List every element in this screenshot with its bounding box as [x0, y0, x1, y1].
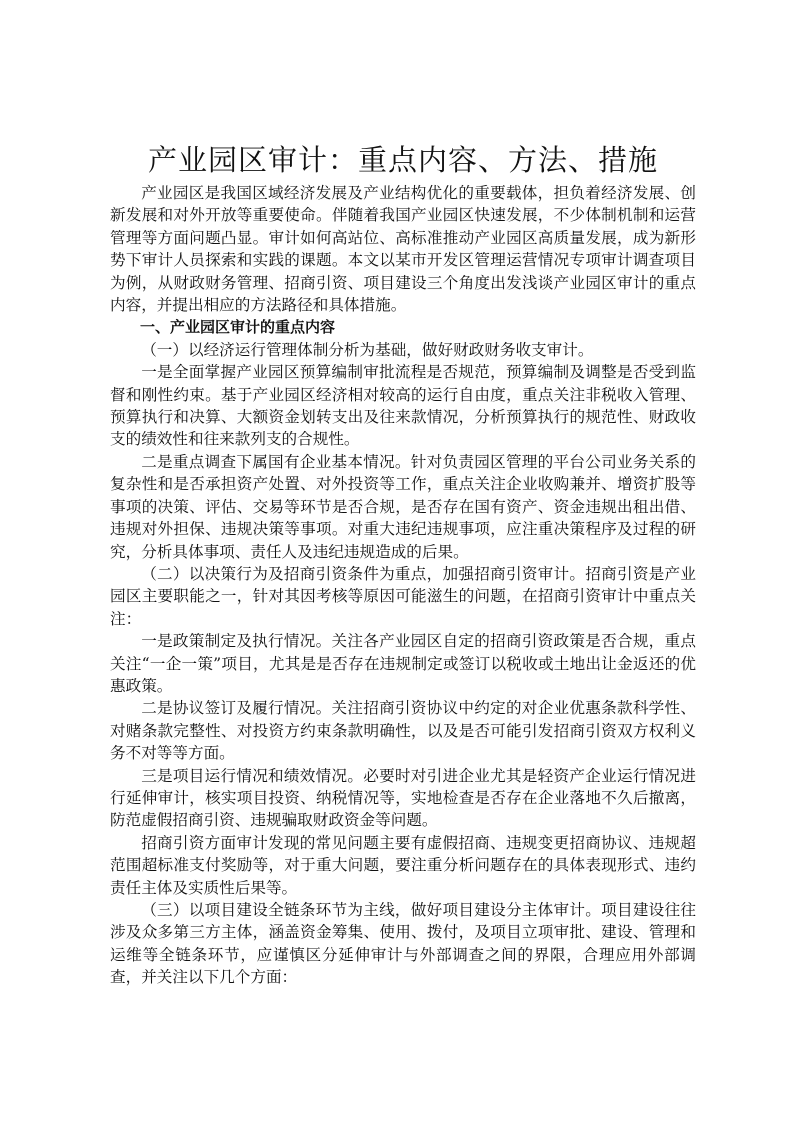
- paragraph-intro: 产业园区是我国区域经济发展及产业结构优化的重要载体，担负着经济发展、创新发展和对外开放等重要使命。伴随着我国产业园区快速发展，不少体制机制和运营管理等方面问题凸显。审计如何高站位、高标准推动产业园区高质量发展，成为新形势下审计人员探索和实践的课题。本文以某市开发区管理运营情况专项审计调查项目为例，从财政财务管理、招商引资、项目建设三个角度出发浅谈产业园区审计的重点内容，并提出相应的方法路径和具体措施。: [110, 184, 696, 315]
- subsection-heading-3: （三）以项目建设全链条环节为主线，做好项目建设分主体审计。项目建设往往涉及众多第三方主体，涵盖资金筹集、使用、拨付，及项目立项审批、建设、管理和运维等全链条环节，应谨慎区分延伸审计与外部调查之间的界限，合理应用外部调查，并关注以下几个方面：: [110, 901, 696, 987]
- paragraph-agreement: 二是协议签订及履行情况。关注招商引资协议中约定的对企业优惠条款科学性、对赌条款完整性、对投资方约束条款明确性，以及是否可能引发招商引资双方权利义务不对等等方面。: [110, 699, 696, 763]
- paragraph-policy: 一是政策制定及执行情况。关注各产业园区自定的招商引资政策是否合规，重点关注“一企一策”项目，尤其是是否存在违规制定或签订以税收或土地出让金返还的优惠政策。: [110, 632, 696, 695]
- paragraph-performance: 三是项目运行情况和绩效情况。必要时对引进企业尤其是轻资产企业运行情况进行延伸审计，核实项目投资、纳税情况等，实地检查是否存在企业落地不久后撤离，防范虚假招商引资、违规骗取财政资金等问题。: [110, 766, 696, 830]
- document-body: [110, 140, 696, 989]
- subsection-heading-1: （一）以经济运行管理体制分析为基础，做好财政财务收支审计。: [141, 340, 594, 359]
- paragraph-soe: 二是重点调查下属国有企业基本情况。针对负责园区管理的平台公司业务关系的复杂性和是否承担资产处置、对外投资等工作，重点关注企业收购兼并、增资扩股等事项的决策、评估、交易等环节是否合规，是否存在国有资产、资金违规出租出借、违规对外担保、违规决策等事项。对重大违纪违规事项，应注重决策程序及过程的研究，分析具体事项、责任人及违纪违规造成的后果。: [110, 452, 696, 561]
- paragraph-common-issues: 招商引资方面审计发现的常见问题主要有虚假招商、违规变更招商协议、违规超范围超标准支付奖励等，对于重大问题，要注重分析问题存在的具体表现形式、违约责任主体及实质性后果等。: [110, 833, 696, 897]
- document-title: 产业园区审计：重点内容、方法、措施: [147, 143, 658, 177]
- section-heading: 一、产业园区审计的重点内容: [140, 318, 336, 337]
- paragraph-budget: 一是全面掌握产业园区预算编制审批流程是否规范，预算编制及调整是否受到监督和刚性约束。基于产业园区经济相对较高的运行自由度，重点关注非税收入管理、预算执行和决算、大额资金划转支出及往来款情况，分析预算执行的规范性、财政收支的绩效性和往来款列支的合规性。: [110, 363, 696, 449]
- subsection-heading-2: （二）以决策行为及招商引资条件为重点，加强招商引资审计。招商引资是产业园区主要职能之一，针对其因考核等原因可能滋生的问题，在招商引资审计中重点关注：: [110, 564, 696, 628]
